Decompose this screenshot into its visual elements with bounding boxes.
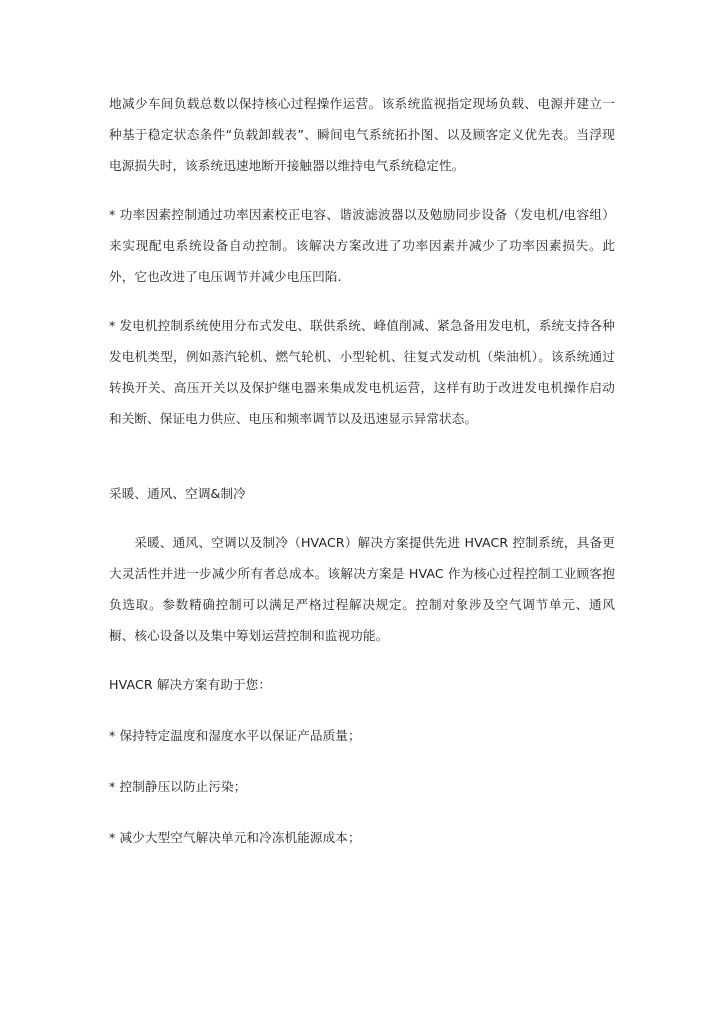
benefit-item: * 减少大型空气解决单元和冷冻机能源成本； bbox=[109, 830, 361, 845]
paragraph-generator-control: * 发电机控制系统使用分布式发电、联供系统、峰值削减、紧急备用发电机，系统支持各种发电机类型，例如蒸汽轮机、燃气轮机、小型轮机、往复式发动机（柴油机）。该系统通过转换开关、高压开关以及保护继电器来集成发电机运营，这样有助于改进发电机操作启动和关断、保证电力供应、电压和频率调节以及迅速显示异常状态。 bbox=[109, 318, 615, 426]
benefit-item: * 控制静压以防止污染； bbox=[109, 779, 247, 794]
section-intro-paragraph: 采暖、通风、空调以及制冷（HVACR）解决方案提供先进 HVACR 控制系统，具备更大灵活性并进一步减少所有者总成本。该解决方案是 HVAC 作为核心过程控制工业顾客抱负选取。参数精确控制可以满足严格过程解决规定。控制对象涉及空气调节单元、通风橱、核心设备以及集中筹划运营控制和监视功能。 bbox=[109, 535, 615, 643]
benefit-item: * 保持特定温度和湿度水平以保证产品质量； bbox=[109, 728, 361, 743]
paragraph-power-factor-control: * 功率因素控制通过功率因素校正电容、谐波滤波器以及勉励同步设备（发电机/电容组）来实现配电系统设备自动控制。该解决方案改进了功率因素并减少了功率因素损失。此外，它也改进了电压调节并减少电压凹陷. bbox=[109, 207, 615, 284]
section-title: 采暖、通风、空调&制冷 bbox=[109, 486, 246, 501]
benefits-heading: HVACR 解决方案有助于您： bbox=[109, 677, 272, 692]
document-body bbox=[109, 88, 615, 853]
paragraph-load-shedding: 地减少车间负载总数以保持核心过程操作运营。该系统监视指定现场负载、电源并建立一种基于稳定状态条件“负载卸载表”、瞬间电气系统拓扑图、以及顾客定义优先表。当浮现电源损失时，该系统迅速地断开接触器以维持电气系统稳定性。 bbox=[109, 96, 615, 173]
